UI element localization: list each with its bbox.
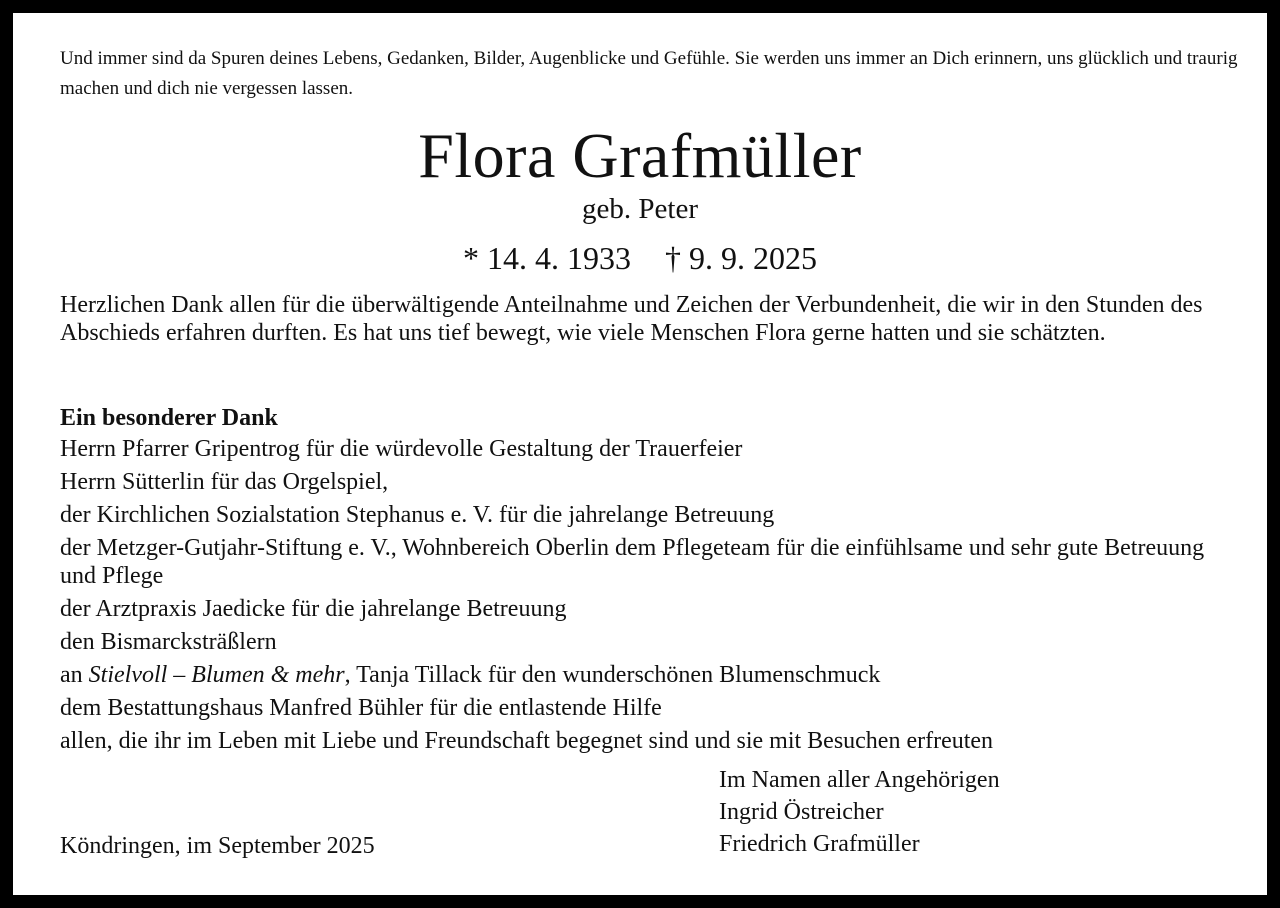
birth-date: * 14. 4. 1933 bbox=[463, 240, 631, 276]
list-item: der Kirchlichen Sozialstation Stephanus e. V. für die jahrelange Betreuung bbox=[60, 502, 775, 528]
list-item: den Bismarcksträßlern bbox=[60, 629, 277, 655]
deceased-name: Flora Grafmüller bbox=[418, 120, 862, 191]
memorial-quote: Und immer sind da Spuren deines Lebens, Gedanken, Bilder, Augenblicke und Gefühle. Sie werden uns immer an Dich erinnern, uns glücklich und traurig machen und dich nie vergessen lassen. bbox=[60, 48, 1238, 99]
list-item: allen, die ihr im Leben mit Liebe und Freundschaft begegnet sind und sie mit Besuchen erfreuten bbox=[60, 728, 994, 754]
thanks-paragraph: Herzlichen Dank allen für die überwältigende Anteilnahme und Zeichen der Verbundenheit, die wir in den Stunden des Abschieds erfahren durften. Es hat uns tief bewegt, wie viele Menschen Flora gerne hatten und sie schätzten. bbox=[60, 292, 1203, 346]
death-date: † 9. 9. 2025 bbox=[665, 240, 817, 276]
list-item-prefix: an bbox=[60, 662, 89, 688]
list-item: Herrn Pfarrer Gripentrog für die würdevolle Gestaltung der Trauerfeier bbox=[60, 436, 743, 462]
signature-block bbox=[719, 764, 1000, 860]
place-date: Köndringen, im September 2025 bbox=[60, 833, 375, 859]
list-item: der Arztpraxis Jaedicke für die jahrelange Betreuung bbox=[60, 596, 567, 622]
list-item: der Metzger-Gutjahr-Stiftung e. V., Wohnbereich Oberlin dem Pflegeteam für die einfühlsame und sehr gute Betreuung und Pflege bbox=[60, 535, 1205, 589]
life-dates bbox=[13, 238, 1267, 278]
obituary-card bbox=[13, 13, 1267, 895]
list-item bbox=[60, 661, 1240, 689]
signer-name: Ingrid Östreicher bbox=[719, 799, 884, 825]
special-thanks-heading: Ein besonderer Dank bbox=[60, 405, 278, 431]
list-item-suffix: , Tanja Tillack für den wunderschönen Blumenschmuck bbox=[344, 662, 881, 688]
special-thanks-list bbox=[60, 435, 1240, 760]
on-behalf-line: Im Namen aller Angehörigen bbox=[719, 767, 1000, 793]
florist-name: Stielvoll – Blumen & mehr bbox=[88, 662, 345, 688]
maiden-name: geb. Peter bbox=[582, 193, 698, 225]
list-item: dem Bestattungshaus Manfred Bühler für die entlastende Hilfe bbox=[60, 695, 662, 721]
signer-name: Friedrich Grafmüller bbox=[719, 831, 920, 857]
list-item: Herrn Sütterlin für das Orgelspiel, bbox=[60, 469, 389, 495]
